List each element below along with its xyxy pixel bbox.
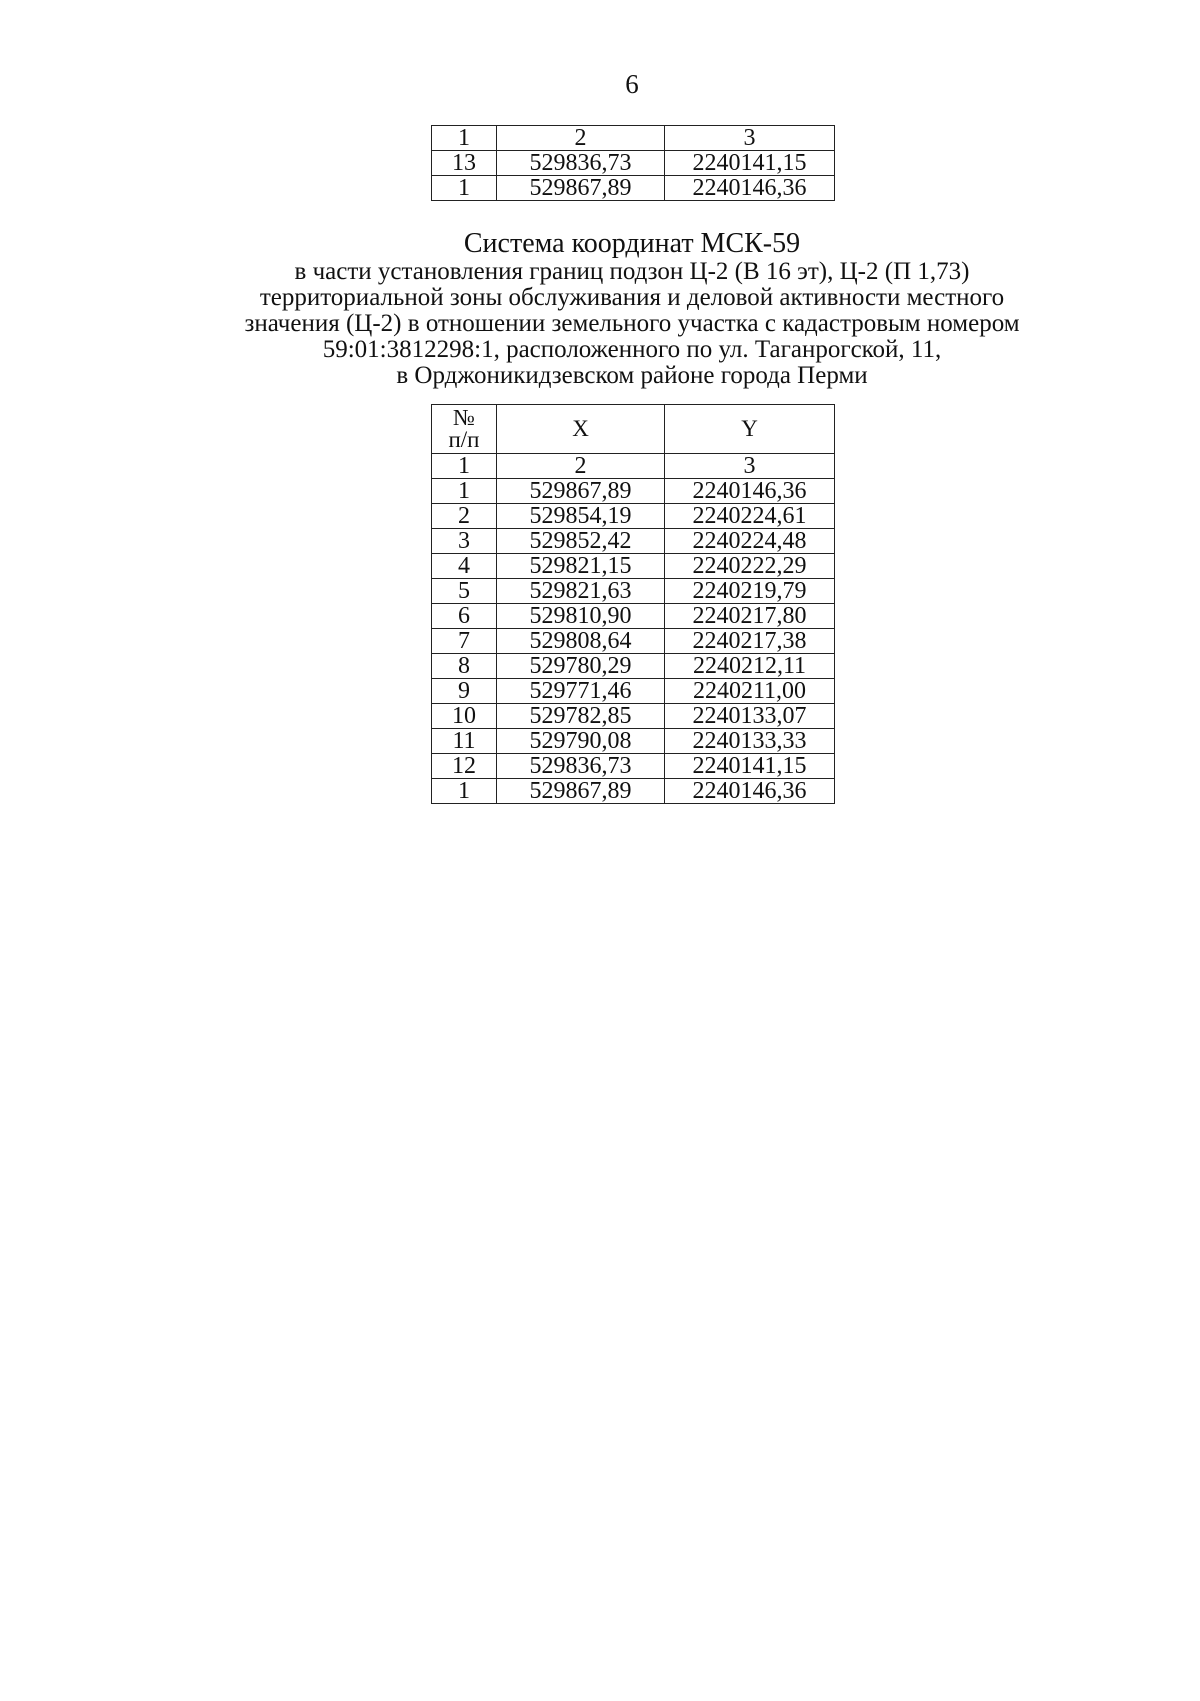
table-header-row [432, 405, 835, 454]
point-number-cell: 1 [432, 779, 497, 804]
x-coordinate-cell: 529852,42 [497, 529, 665, 554]
table-row [432, 779, 835, 804]
column-header-number-line2: п/п [448, 427, 480, 452]
point-number-cell: 7 [432, 629, 497, 654]
table-row [432, 604, 835, 629]
table-row [432, 654, 835, 679]
table-row [432, 176, 835, 201]
x-coordinate-cell: 529867,89 [497, 479, 665, 504]
x-coordinate-cell: 529836,73 [497, 151, 665, 176]
point-number-cell: 11 [432, 729, 497, 754]
table-row [432, 629, 835, 654]
point-number-cell: 2 [432, 504, 497, 529]
point-number-cell: 12 [432, 754, 497, 779]
table-row [432, 479, 835, 504]
x-coordinate-cell: 529854,19 [497, 504, 665, 529]
point-number-cell: 13 [432, 151, 497, 176]
x-coordinate-cell: 529780,29 [497, 654, 665, 679]
y-coordinate-cell: 2240224,48 [665, 529, 835, 554]
x-coordinate-cell: 529810,90 [497, 604, 665, 629]
section-title [150, 229, 1114, 389]
y-coordinate-cell: 2240141,15 [665, 151, 835, 176]
index-cell: 2 [497, 126, 665, 151]
coordinates-table [431, 404, 835, 804]
x-coordinate-cell: 529782,85 [497, 704, 665, 729]
table-row [432, 504, 835, 529]
title-line: в Орджоникидзевском районе города Перми [396, 362, 868, 389]
x-coordinate-cell: 529867,89 [497, 779, 665, 804]
x-coordinate-cell: 529790,08 [497, 729, 665, 754]
table-row [432, 579, 835, 604]
point-number-cell: 9 [432, 679, 497, 704]
y-coordinate-cell: 2240224,61 [665, 504, 835, 529]
table-index-row [432, 454, 835, 479]
table-index-row [432, 126, 835, 151]
table-row [432, 151, 835, 176]
index-cell: 2 [497, 454, 665, 479]
index-cell: 1 [432, 126, 497, 151]
page-number: 6 [625, 69, 639, 99]
x-coordinate-cell: 529821,63 [497, 579, 665, 604]
title-line: территориальной зоны обслуживания и деловой активности местного [259, 284, 1005, 311]
x-coordinate-cell: 529836,73 [497, 754, 665, 779]
y-coordinate-cell: 2240133,33 [665, 729, 835, 754]
point-number-cell: 3 [432, 529, 497, 554]
title-main: Система координат МСК-59 [463, 228, 801, 259]
index-cell: 1 [432, 454, 497, 479]
point-number-cell: 5 [432, 579, 497, 604]
point-number-cell: 8 [432, 654, 497, 679]
table-row [432, 704, 835, 729]
x-coordinate-cell: 529867,89 [497, 176, 665, 201]
y-coordinate-cell: 2240133,07 [665, 704, 835, 729]
y-coordinate-cell: 2240217,80 [665, 604, 835, 629]
table-row [432, 554, 835, 579]
index-cell: 3 [665, 454, 835, 479]
y-coordinate-cell: 2240211,00 [665, 679, 835, 704]
x-coordinate-cell: 529821,15 [497, 554, 665, 579]
index-cell: 3 [665, 126, 835, 151]
table-row [432, 529, 835, 554]
x-coordinate-cell: 529771,46 [497, 679, 665, 704]
y-coordinate-cell: 2240141,15 [665, 754, 835, 779]
point-number-cell: 1 [432, 479, 497, 504]
y-coordinate-cell: 2240212,11 [665, 654, 835, 679]
column-header-x: X [497, 405, 665, 454]
table-row [432, 679, 835, 704]
point-number-cell: 10 [432, 704, 497, 729]
y-coordinate-cell: 2240222,29 [665, 554, 835, 579]
title-line: в части установления границ подзон Ц-2 (В 16 эт), Ц-2 (П 1,73) [294, 258, 970, 285]
continued-coordinates-table [431, 125, 835, 201]
point-number-cell: 1 [432, 176, 497, 201]
table-row [432, 729, 835, 754]
title-line: значения (Ц-2) в отношении земельного участка с кадастровым номером [244, 310, 1020, 337]
y-coordinate-cell: 2240146,36 [665, 779, 835, 804]
point-number-cell: 6 [432, 604, 497, 629]
y-coordinate-cell: 2240217,38 [665, 629, 835, 654]
point-number-cell: 4 [432, 554, 497, 579]
title-line: 59:01:3812298:1, расположенного по ул. Таганрогской, 11, [322, 336, 942, 363]
column-header-number [432, 405, 497, 454]
x-coordinate-cell: 529808,64 [497, 629, 665, 654]
table-row [432, 754, 835, 779]
y-coordinate-cell: 2240146,36 [665, 479, 835, 504]
column-header-y: Y [665, 405, 835, 454]
y-coordinate-cell: 2240219,79 [665, 579, 835, 604]
column-header-number-line1: № [453, 405, 475, 430]
y-coordinate-cell: 2240146,36 [665, 176, 835, 201]
